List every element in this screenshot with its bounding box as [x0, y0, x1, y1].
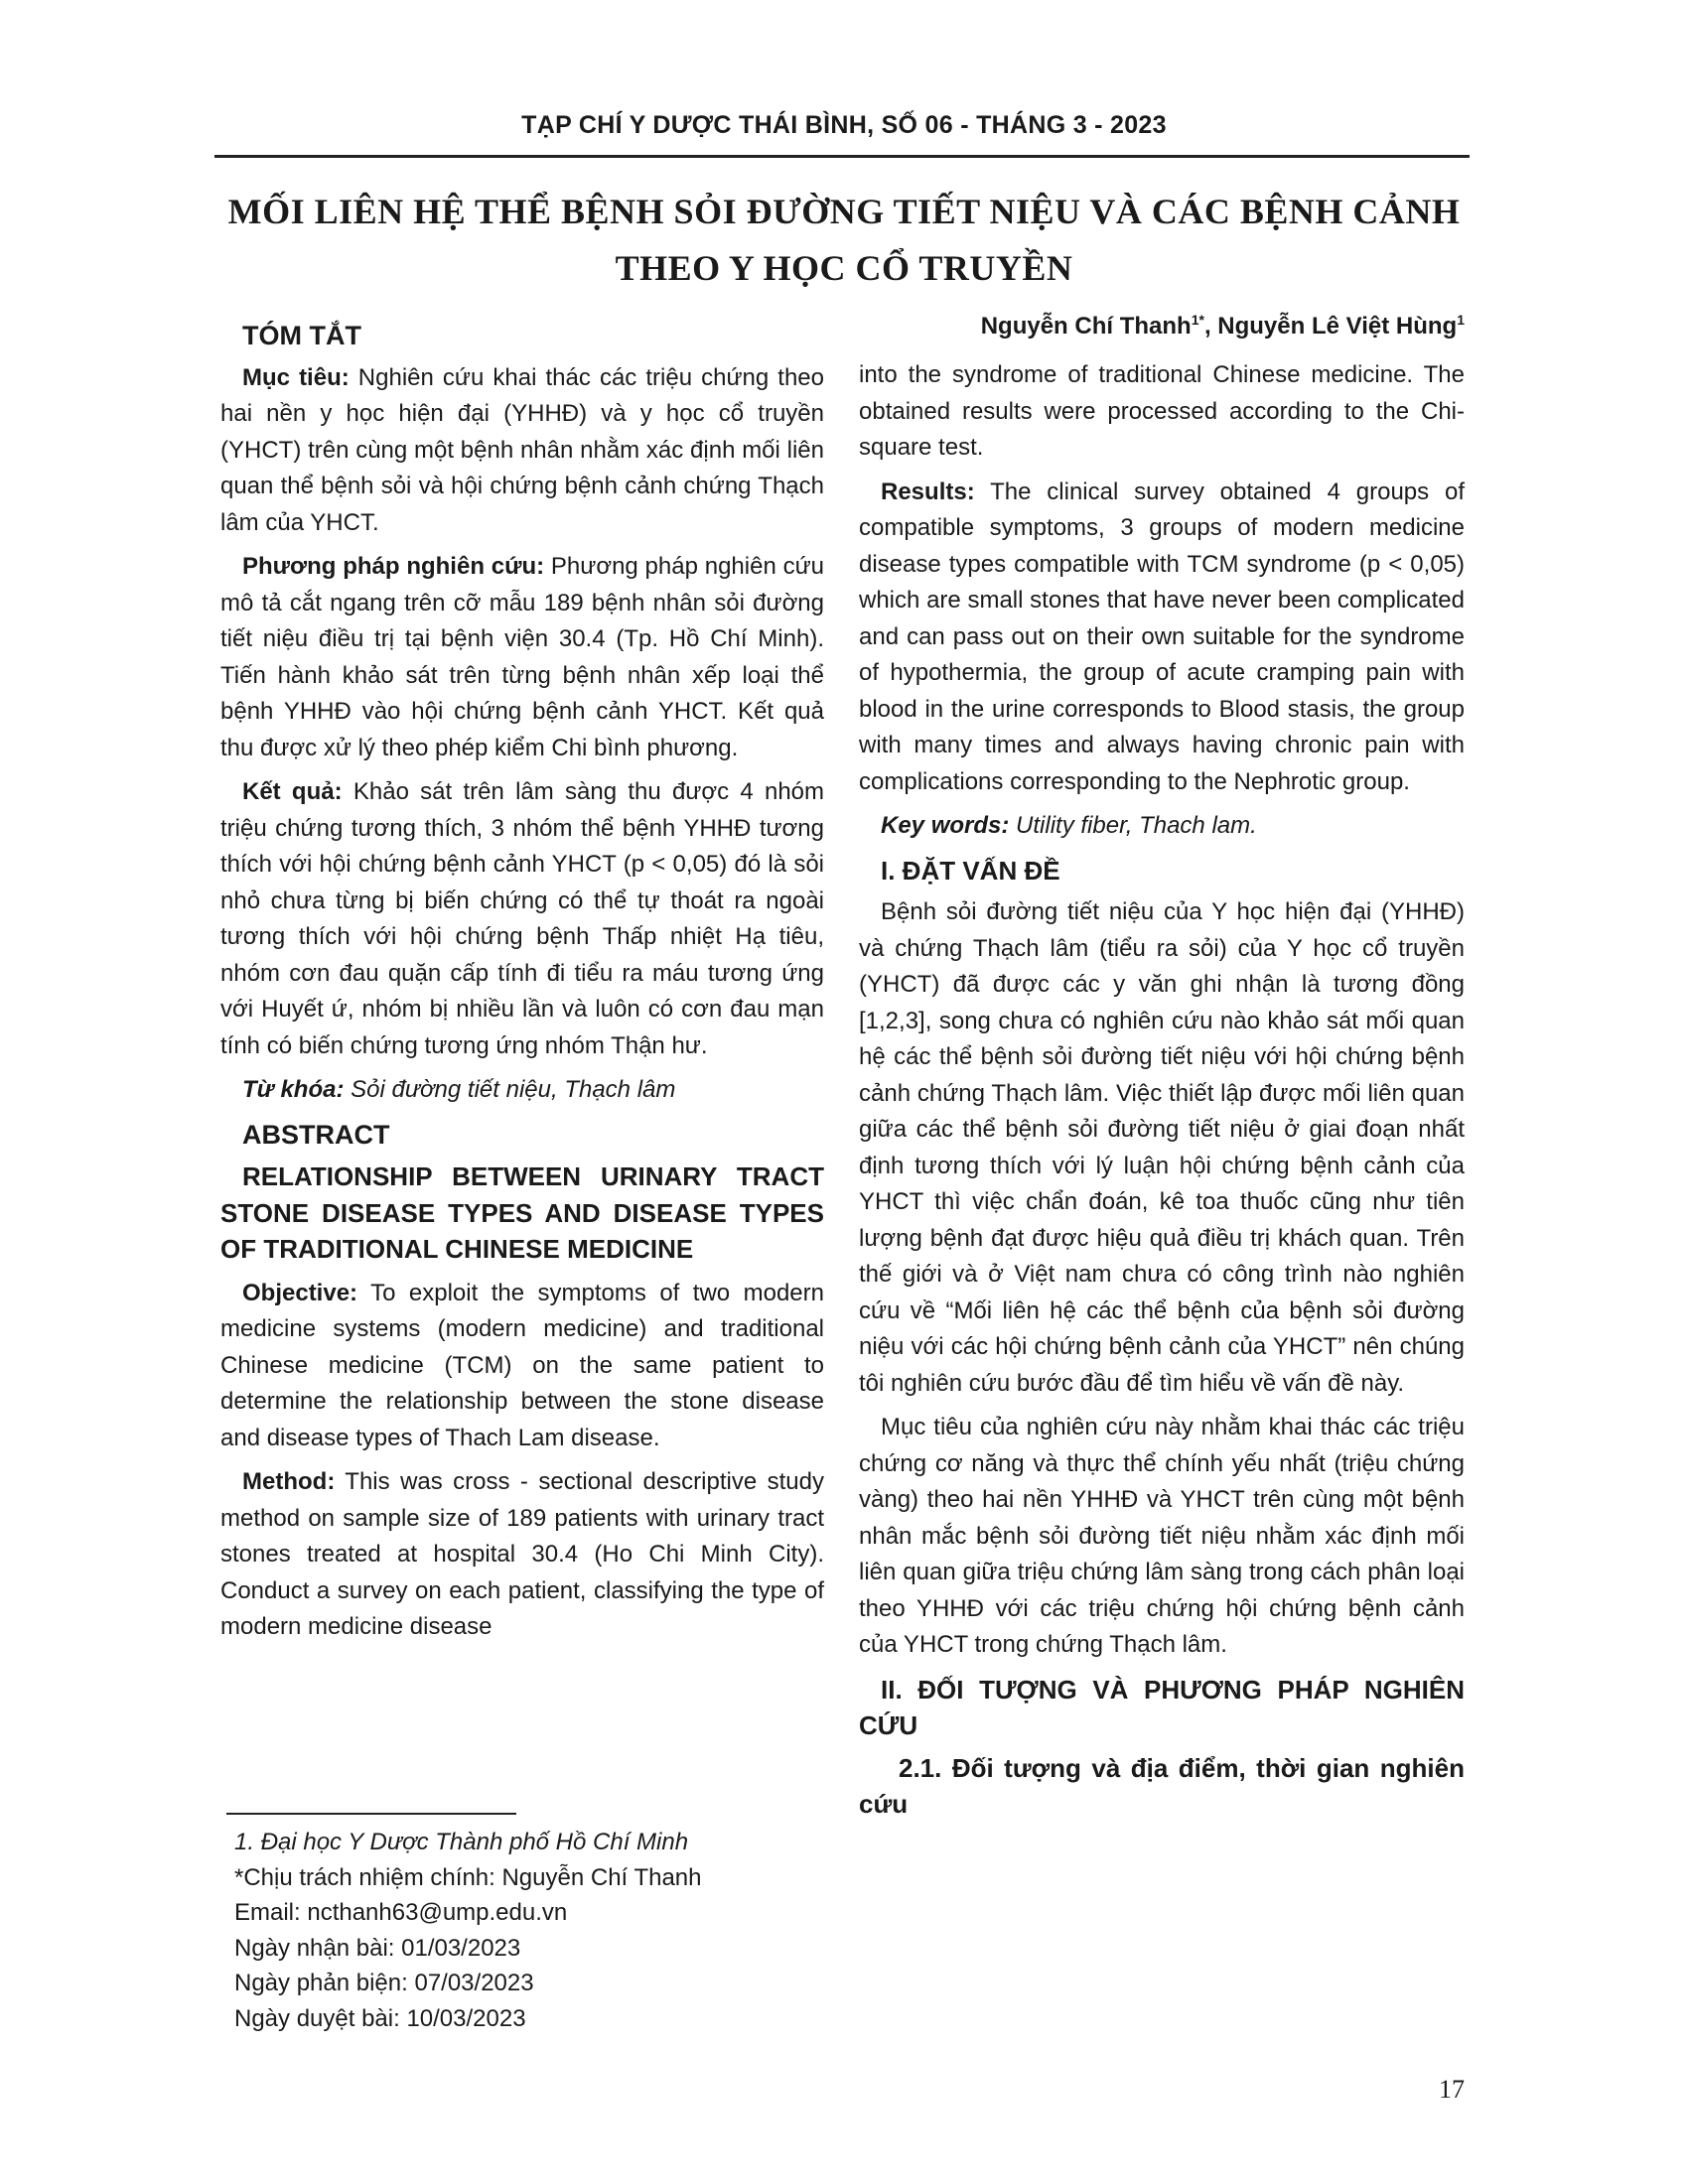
abstract-title: RELATIONSHIP BETWEEN URINARY TRACT STONE DISEASE TYPES AND DISEASE TYPES OF TRADITIONAL CHINESE MEDICINE [220, 1161, 824, 1264]
journal-header: TẠP CHÍ Y DƯỢC THÁI BÌNH, SỐ 06 - THÁNG 3 - 2023 [521, 111, 1167, 139]
results-text-en: The clinical survey obtained 4 groups of compatible symptoms, 3 groups of modern medicine disease types compatible with TCM syndrome (p < 0,05) which are small stones that have never been complicated and can pass out on their own suitable for the syndrome of hypothermia, the group of acute cramping pain with blood in the urine corresponds to Blood stasis, the group with many times and always having chronic pain with complications corresponding to the Nephrotic group. [859, 478, 1465, 795]
author-1-affiliation: 1* [1191, 312, 1204, 328]
author-2: Nguyễn Lê Việt Hùng [1217, 313, 1458, 340]
header-rule [214, 155, 1470, 158]
authors [859, 312, 1465, 341]
left-column [220, 318, 824, 1654]
method-label-vi: Phương pháp nghiên cứu: [242, 553, 545, 580]
section-2-1-heading: 2.1. Đối tượng và địa điểm, thời gian nghiên cứu [859, 1752, 1465, 1819]
section-1-heading: I. ĐẶT VẤN ĐỀ [881, 855, 1060, 886]
keywords-text-vi: Sỏi đường tiết niệu, Thạch lâm [344, 1076, 676, 1103]
footnote-email: Email: ncthanh63@ump.edu.vn [234, 1899, 568, 1926]
title-line-2: THEO Y HỌC CỔ TRUYỀN [615, 248, 1073, 288]
footnote-accepted: Ngày duyệt bài: 10/03/2023 [234, 2004, 526, 2032]
method-text-en: This was cross - sectional descriptive study method on sample size of 189 patients with urinary tract stones treated at hospital 30.4 (Ho Chi Minh City). Conduct a survey on each patient, classifying the type of modern medicine disease [220, 1468, 824, 1640]
section-2-heading: II. ĐỐI TƯỢNG VÀ PHƯƠNG PHÁP NGHIÊN CỨU [859, 1674, 1465, 1740]
footnote-received: Ngày nhận bài: 01/03/2023 [234, 1934, 521, 1962]
right-column [859, 357, 1465, 1829]
objective-paragraph-vi [220, 360, 824, 542]
keywords-label-vi: Từ khóa: [242, 1076, 345, 1103]
keywords-text-en: Utility fiber, Thach lam. [1009, 812, 1257, 839]
results-label-vi: Kết quả: [242, 778, 343, 805]
intro-paragraph-1: Bệnh sỏi đường tiết niệu của Y học hiện đại (YHHĐ) và chứng Thạch lâm (tiểu ra sỏi) của Y học cổ truyền (YHCT) đã được các y văn ghi nhận là tương đồng [1,2,3], song chưa có nghiên cứu nào khảo sát mối quan hệ các thể bệnh sỏi đường tiết niệu với hội chứng bệnh cảnh chứng Thạch lâm. Việc thiết lập được mối liên quan giữa các thể bệnh sỏi đường tiết niệu ở giai đoạn nhất định tương thích với lý luận hội chứng bệnh cảnh của YHCT thì việc chẩn đoán, kê toa thuốc cũng như tiên lượng bệnh đạt được hiệu quả điều trị khách quan. Trên thế giới và ở Việt nam chưa có công trình nào nghiên cứu về “Mối liên hệ các thể bệnh của bệnh sỏi đường niệu với các hội chứng bệnh cảnh của YHCT” nên chúng tôi nghiên cứu bước đầu để tìm hiểu về vấn đề này. [859, 898, 1465, 1397]
footnotes [234, 1825, 830, 2036]
summary-heading: TÓM TẮT [242, 321, 361, 350]
author-separator: , [1203, 313, 1218, 340]
footnote-reviewed: Ngày phản biện: 07/03/2023 [234, 1970, 534, 1996]
footnote-rule [226, 1813, 516, 1815]
keywords-vi [220, 1072, 824, 1109]
method-label-en: Method: [242, 1468, 336, 1495]
objective-text-vi: Nghiên cứu khai thác các triệu chứng theo hai nền y học hiện đại (YHHĐ) và y học cổ truyền (YHCT) trên cùng một bệnh nhân nhằm xác định mối liên quan thể bệnh sỏi và hội chứng bệnh cảnh chứng Thạch lâm của YHCT. [220, 363, 825, 536]
results-label-en: Results: [881, 478, 975, 505]
intro-paragraph-2: Mục tiêu của nghiên cứu này nhằm khai thác các triệu chứng cơ năng và thực thể chính yếu nhất (triệu chứng vàng) theo hai nền YHHĐ và YHCT trên cùng một bệnh nhân mắc bệnh sỏi đường tiết niệu nhằm xác định mối liên quan giữa triệu chứng lâm sàng trong cách phân loại theo YHHĐ với các triệu chứng hội chứng bệnh cảnh của YHCT trong chứng Thạch lâm. [859, 1414, 1465, 1658]
page-number: 17 [1439, 2075, 1465, 2104]
objective-text-en: To exploit the symptoms of two modern medicine systems (modern medicine) and traditional Chinese medicine (TCM) on the same patient to determine the relationship between the stone disease and disease types of Thach Lam disease. [220, 1279, 824, 1451]
author-2-affiliation: 1 [1457, 312, 1465, 328]
results-paragraph-en [859, 475, 1465, 801]
objective-paragraph-en [220, 1276, 824, 1457]
method-continuation-en: into the syndrome of traditional Chinese medicine. The obtained results were processed according to the Chi-square test. [859, 361, 1465, 461]
footnote-affiliation: 1. Đại học Y Dược Thành phố Hồ Chí Minh [234, 1829, 689, 1855]
objective-label-en: Objective: [242, 1279, 358, 1306]
method-text-vi: Phương pháp nghiên cứu mô tả cắt ngang trên cỡ mẫu 189 bệnh nhân sỏi đường tiết niệu điều trị tại bệnh viện 30.4 (Tp. Hồ Chí Minh). Tiến hành khảo sát trên từng bệnh nhân xếp loại thể bệnh YHHĐ vào hội chứng bệnh cảnh YHCT. Kết quả thu được xử lý theo phép kiểm Chi bình phương. [220, 553, 824, 761]
footnote-corresponding: *Chịu trách nhiệm chính: Nguyễn Chí Thanh [234, 1863, 702, 1891]
method-paragraph-vi [220, 549, 824, 766]
keywords-label-en: Key words: [881, 812, 1010, 839]
results-text-vi: Khảo sát trên lâm sàng thu được 4 nhóm triệu chứng tương thích, 3 nhóm thể bệnh YHHĐ tương thích với hội chứng bệnh cảnh YHCT (p < 0,05) đó là sỏi nhỏ chưa từng bị biến chứng có thể tự thoát ra ngoài tương thích với hội chứng bệnh Thấp nhiệt Hạ tiêu, nhóm cơn đau quặn cấp tính đi tiểu ra máu tương ứng với Huyết ứ, nhóm bị nhiều lần và luôn có cơn đau mạn tính có biến chứng tương ứng nhóm Thận hư. [220, 778, 825, 1059]
objective-label-vi: Mục tiêu: [242, 363, 350, 391]
article-title [179, 184, 1509, 297]
abstract-heading: ABSTRACT [242, 1119, 390, 1150]
title-line-1: MỐI LIÊN HỆ THỂ BỆNH SỎI ĐƯỜNG TIẾT NIỆU VÀ CÁC BỆNH CẢNH [227, 192, 1461, 231]
keywords-en [859, 808, 1465, 845]
results-paragraph-vi [220, 774, 824, 1064]
author-1: Nguyễn Chí Thanh [980, 313, 1192, 340]
method-paragraph-en [220, 1464, 824, 1646]
